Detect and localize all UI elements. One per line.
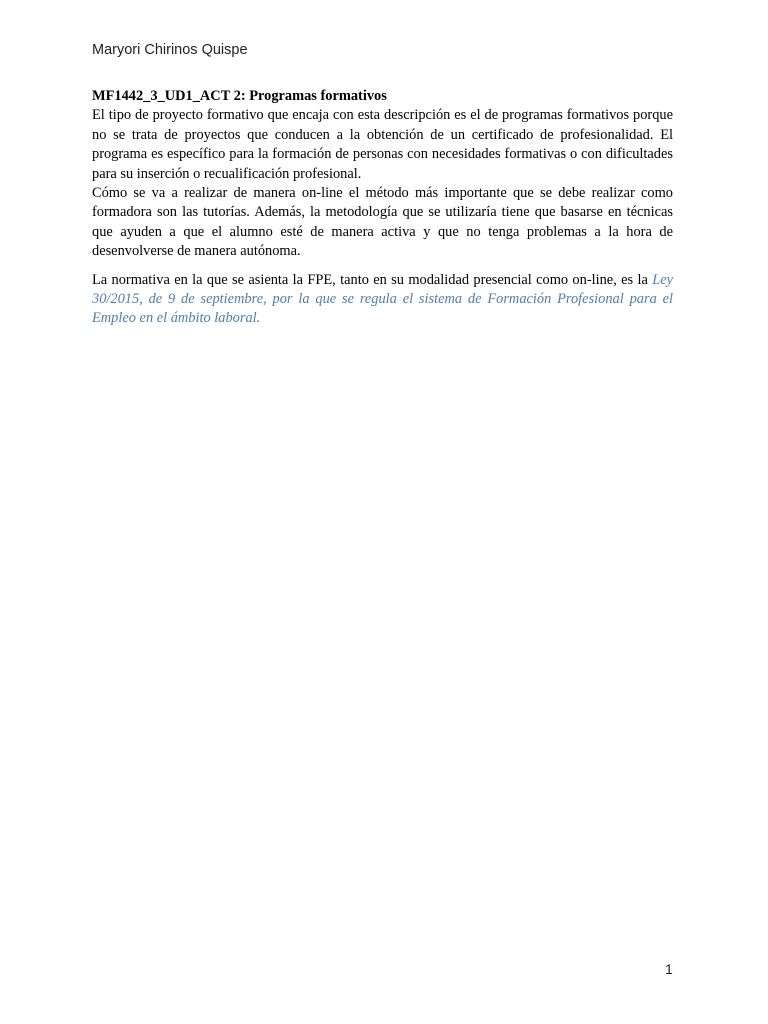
document-title: MF1442_3_UD1_ACT 2: Programas formativos <box>92 88 387 104</box>
document-body <box>92 87 673 329</box>
paragraph-methodology: Cómo se va a realizar de manera on-line el método más importante que se debe realizar como formadora son las tutorías. Además, la metodología que se utilizaría tiene que basarse en técnicas que ayuden a que el alumno esté de manera activa y que no tenga problemas a la hora de desenvolverse de manera autónoma. <box>92 185 673 260</box>
paragraph-project-type: El tipo de proyecto formativo que encaja con esta descripción es el de programas formativos porque no se trata de proyectos que conducen a la obtención de un certificado de profesionalidad. El programa es específico para la formación de personas con necesidades formativas o con dificultades para su inserción o recualificación profesional. <box>92 107 673 182</box>
paragraph-legal-framework <box>92 271 673 329</box>
legal-framework-text: La normativa en la que se asienta la FPE, tanto en su modalidad presencial como on-line, es la <box>92 271 653 288</box>
header-author-name: Maryori Chirinos Quispe <box>92 42 248 58</box>
law-reference-link[interactable]: Ley 30/2015, de 9 de septiembre, por la que se regula el sistema de Formación Profesional para el Empleo en el ámbito laboral. <box>92 271 673 327</box>
page-number: 1 <box>665 961 673 977</box>
